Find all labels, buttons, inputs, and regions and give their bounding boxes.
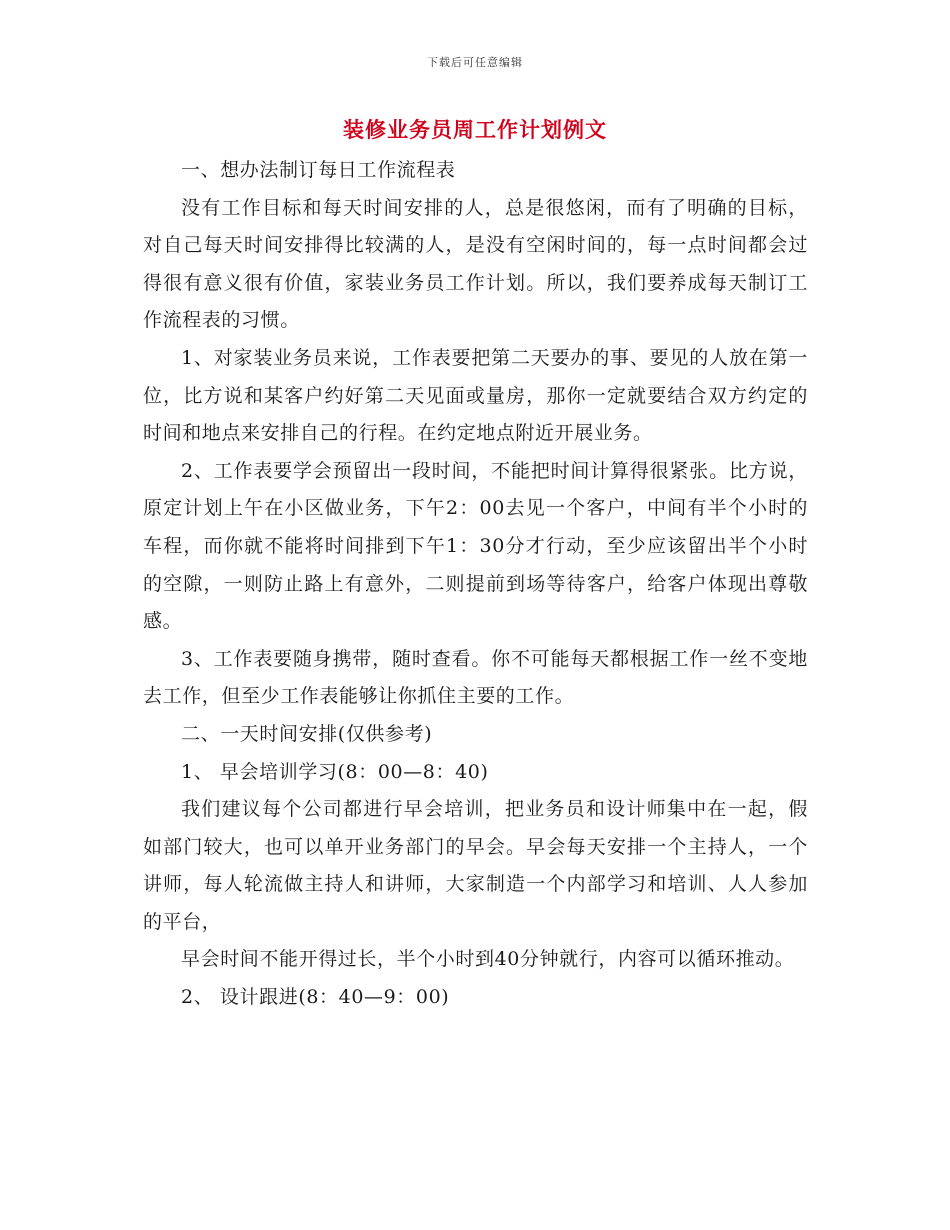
header-note: 下载后可任意编辑 [427, 56, 523, 69]
paragraph-morning-meeting: 我们建议每个公司都进行早会培训，把业务员和设计师集中在一起，假如部门较大，也可以单开业务部门的早会。早会每天安排一个主持人，一个讲师，每人轮流做主持人和讲师，大家制造一个内部学习和培训、人人参加的平台， [143, 798, 808, 933]
subheading-design-followup: 2、 设计跟进(8：40—9：00) [181, 986, 450, 1009]
paragraph-meeting-duration: 早会时间不能开得过长，半个小时到40分钟就行，内容可以循环推动。 [181, 948, 795, 971]
document-title: 装修业务员周工作计划例文 [343, 117, 607, 142]
subheading-morning-meeting: 1、 早会培训学习(8：00—8：40) [181, 760, 489, 783]
paragraph-item-3: 3、工作表要随身携带，随时查看。你不可能每天都根据工作一丝不变地去工作，但至少工作表能够让你抓住主要的工作。 [143, 647, 808, 708]
paragraph-item-2: 2、工作表要学会预留出一段时间，不能把时间计算得很紧张。比方说，原定计划上午在小区做业务，下午2：00去见一个客户，中间有半个小时的车程，而你就不能将时间排到下午1：30分才行动，至少应该留出半个小时的空隙，一则防止路上有意外，二则提前到场等待客户，给客户体现出尊敬感。 [143, 459, 808, 633]
document-body [143, 152, 808, 1017]
section-heading-2: 二、一天时间安排(仅供参考) [181, 722, 433, 745]
paragraph-item-1: 1、对家装业务员来说，工作表要把第二天要办的事、要见的人放在第一位，比方说和某客户约好第二天见面或量房，那你一定就要结合双方约定的时间和地点来安排自己的行程。在约定地点附近开展业务。 [143, 346, 808, 445]
section-heading-1: 一、想办法制订每日工作流程表 [181, 159, 456, 181]
paragraph-intro: 没有工作目标和每天时间安排的人，总是很悠闲，而有了明确的目标，对自己每天时间安排得比较满的人，是没有空闲时间的，每一点时间都会过得很有意义很有价值，家装业务员工作计划。所以，我们要养成每天制订工作流程表的习惯。 [143, 196, 808, 332]
